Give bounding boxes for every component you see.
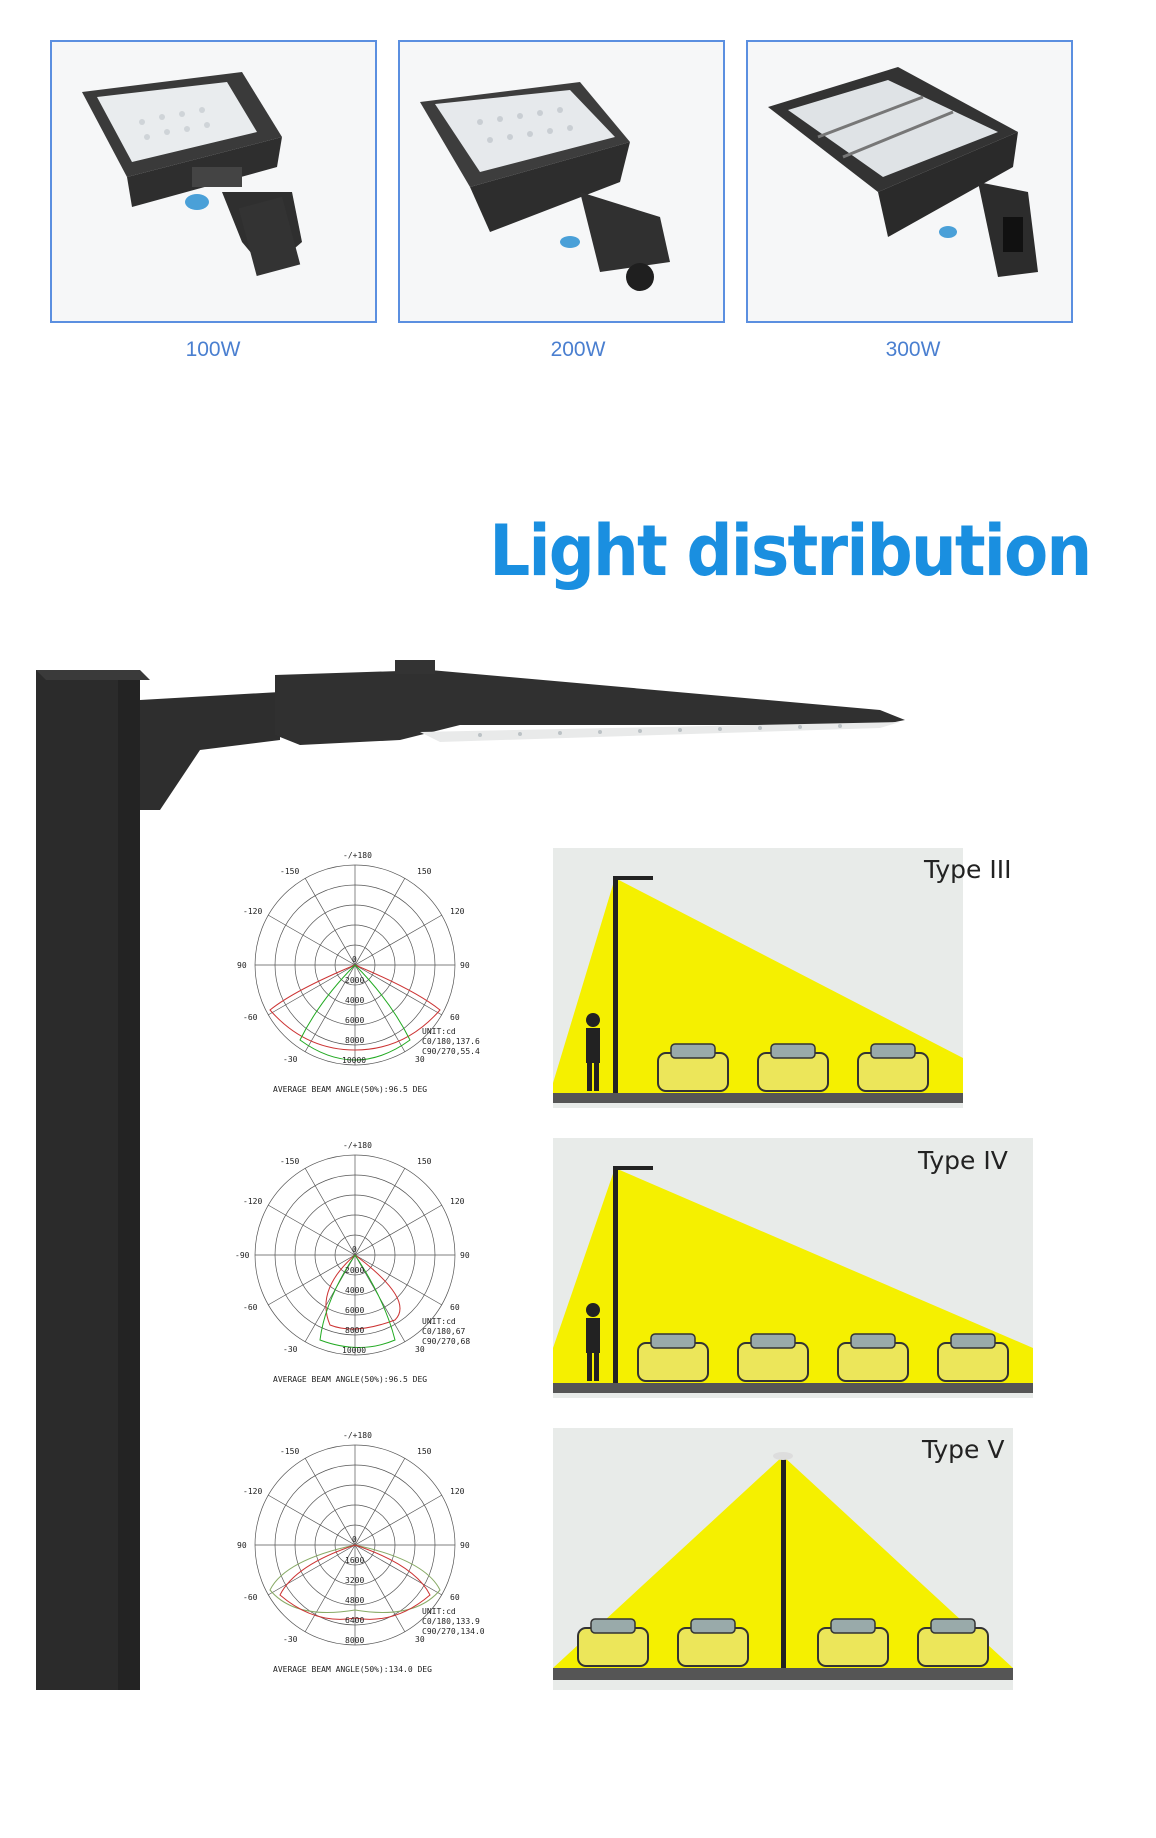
polar3-center: 0 [352, 1535, 357, 1544]
polar2-tl: -150 [280, 1157, 300, 1166]
polar1-ll: -60 [243, 1013, 258, 1022]
product-label-100w: 100W [185, 338, 241, 361]
scene-label-type-iv: Type IV [918, 1146, 1008, 1175]
scene-type-v [553, 1428, 1013, 1695]
polar2-ring2: 4000 [345, 1286, 365, 1295]
polar1-tr: 150 [417, 867, 432, 876]
polar3-l: 90 [237, 1541, 247, 1550]
polar1-legend2: C90/270,55.4 [422, 1047, 480, 1056]
scene-label-type-v: Type V [922, 1435, 1005, 1464]
scene-type-iii [553, 848, 963, 1113]
polar3-top: -/+180 [343, 1431, 372, 1440]
polar3-tl: -150 [280, 1447, 300, 1456]
polar1-center: 0 [352, 955, 357, 964]
product-label-200w: 200W [550, 338, 606, 361]
polar3-ll: -60 [243, 1593, 258, 1602]
polar1-ur: 120 [450, 907, 465, 916]
polar1-lr: 60 [450, 1013, 460, 1022]
polar2-center: 0 [352, 1245, 357, 1254]
polar3-ur: 120 [450, 1487, 465, 1496]
polar3-ring5: 8000 [345, 1636, 365, 1645]
polar3-tr: 150 [417, 1447, 432, 1456]
polar2-beam: AVERAGE BEAM ANGLE(50%):96.5 DEG [273, 1375, 428, 1384]
scene-label-type-iii: Type III [924, 855, 1012, 884]
polar1-bl: -30 [283, 1055, 298, 1064]
polar3-legend1: C0/180,133.9 [422, 1617, 480, 1626]
product-image-300w [746, 40, 1073, 323]
polar3-r: 90 [460, 1541, 470, 1550]
polar1-ring2: 4000 [345, 996, 365, 1005]
polar3-ring1: 1600 [345, 1556, 365, 1565]
polar1-ring1: 2000 [345, 976, 365, 985]
product-label-300w: 300W [885, 338, 941, 361]
polar3-beam: AVERAGE BEAM ANGLE(50%):134.0 DEG [273, 1665, 432, 1674]
polar1-ring3: 6000 [345, 1016, 365, 1025]
polar3-ring3: 4800 [345, 1596, 365, 1605]
polar2-r: 90 [460, 1251, 470, 1260]
polar-chart-1 [225, 850, 485, 1100]
polar2-ring3: 6000 [345, 1306, 365, 1315]
polar1-legend1: C0/180,137.6 [422, 1037, 480, 1046]
polar3-lr: 60 [450, 1593, 460, 1602]
polar-chart-3 [225, 1430, 485, 1680]
polar2-legend2: C90/270,68 [422, 1337, 471, 1346]
polar1-top: -/+180 [343, 851, 372, 860]
polar2-ring4: 8000 [345, 1326, 365, 1335]
polar2-tr: 150 [417, 1157, 432, 1166]
polar1-ring5: 10000 [342, 1056, 367, 1065]
polar1-ring4: 8000 [345, 1036, 365, 1045]
polar3-ring4: 6400 [345, 1616, 365, 1625]
polar1-br: 30 [415, 1055, 425, 1064]
polar2-legend1: C0/180,67 [422, 1327, 466, 1336]
polar2-ring1: 2000 [345, 1266, 365, 1275]
polar3-br: 30 [415, 1635, 425, 1644]
polar1-l: 90 [237, 961, 247, 970]
polar3-bl: -30 [283, 1635, 298, 1644]
polar1-tl: -150 [280, 867, 300, 876]
polar-chart-2 [225, 1140, 485, 1390]
scene-type-iv [553, 1138, 1033, 1403]
polar2-br: 30 [415, 1345, 425, 1354]
polar2-ur: 120 [450, 1197, 465, 1206]
polar2-top: -/+180 [343, 1141, 372, 1150]
polar2-ring5: 10000 [342, 1346, 367, 1355]
polar2-ul: -120 [243, 1197, 263, 1206]
polar2-l: -90 [235, 1251, 250, 1260]
polar3-ul: -120 [243, 1487, 263, 1496]
polar2-ll: -60 [243, 1303, 258, 1312]
polar3-ring2: 3200 [345, 1576, 365, 1585]
polar1-r: 90 [460, 961, 470, 970]
polar2-lr: 60 [450, 1303, 460, 1312]
section-title: Light distribution [488, 510, 1090, 592]
polar1-unit: UNIT:cd [422, 1027, 456, 1036]
polar1-beam: AVERAGE BEAM ANGLE(50%):96.5 DEG [273, 1085, 428, 1094]
product-image-100w [50, 40, 377, 323]
polar1-ul: -120 [243, 907, 263, 916]
product-image-200w [398, 40, 725, 323]
polar2-bl: -30 [283, 1345, 298, 1354]
polar3-unit: UNIT:cd [422, 1607, 456, 1616]
polar2-unit: UNIT:cd [422, 1317, 456, 1326]
polar3-legend2: C90/270,134.0 [422, 1627, 485, 1636]
